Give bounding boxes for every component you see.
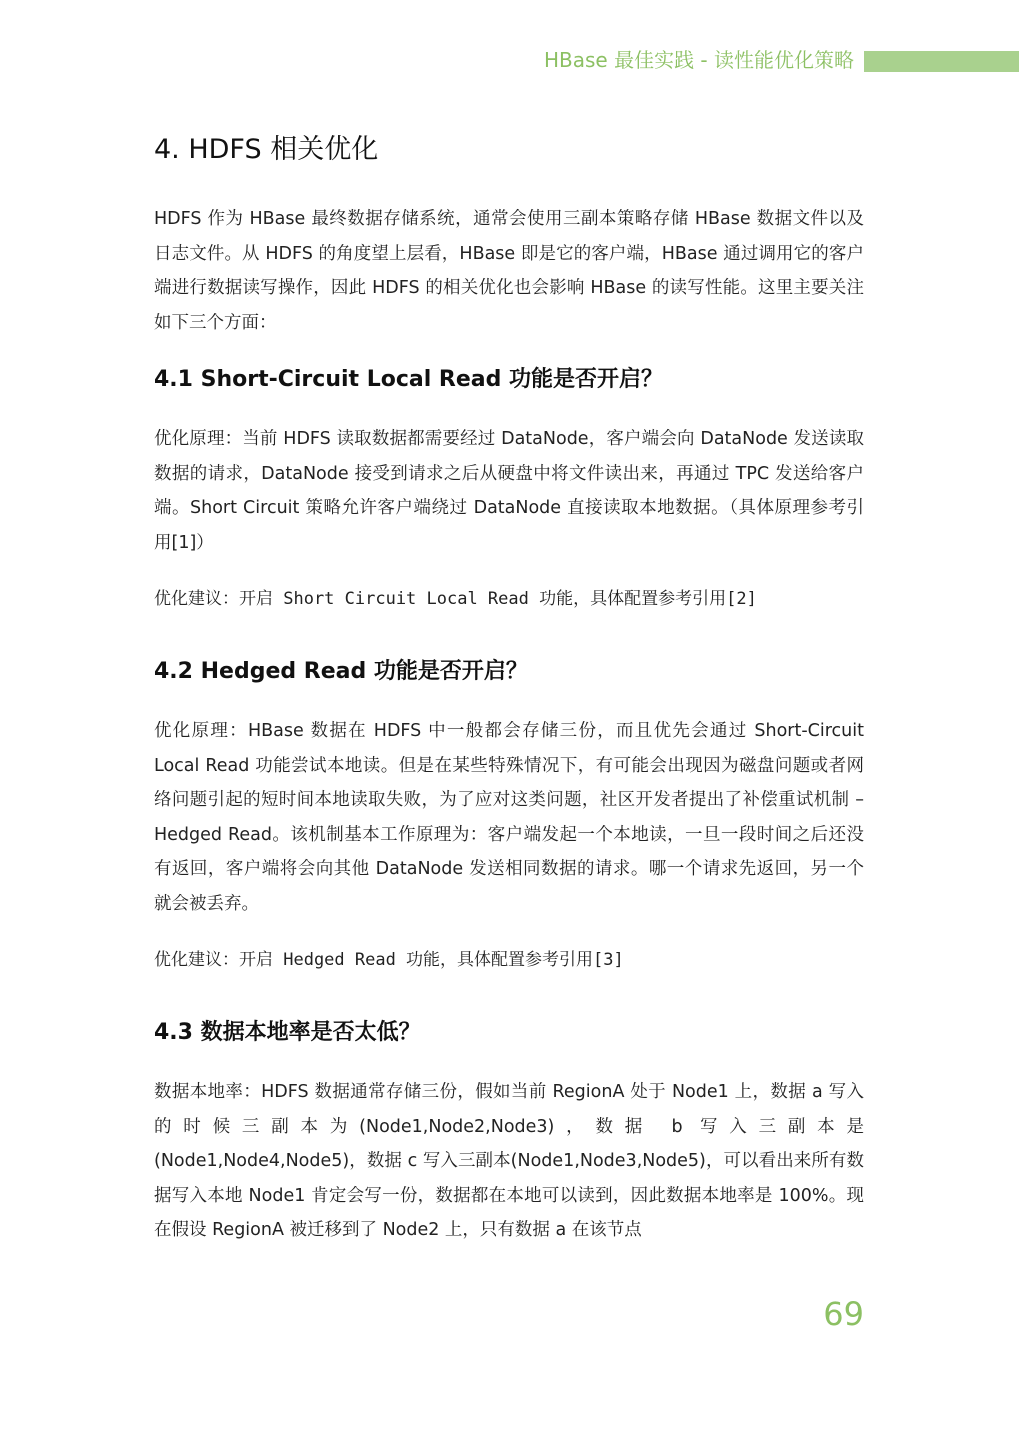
- subsection-title-4-2: 4.2 Hedged Read 功能是否开启？: [154, 659, 528, 684]
- principle-paragraph-4-1: 优化原理：当前 HDFS 读取数据都需要经过 DataNode，客户端会向 DataNode 发送读取数据的请求，DataNode 接受到请求之后从硬盘中将文件读出来，再通过 TPC 发送给客户端。Short Circuit 策略允许客户端绕过 DataNode 直接读取本地数据。（具体原理参考引用[1]）: [154, 429, 864, 553]
- page-number: 69: [823, 1295, 864, 1333]
- page-content: [154, 130, 864, 1272]
- section-title: 4. HDFS 相关优化: [154, 134, 379, 165]
- principle-paragraph-4-3: 数据本地率：HDFS 数据通常存储三份，假如当前 RegionA 处于 Node1 上，数据 a 写入的时候三副本为(Node1,Node2,Node3)，数据 b 写入三副本是(Node1,Node4,Node5)，数据 c 写入三副本(Node1,Node3,Node5)，可以看出来所有数据写入本地 Node1 肯定会写一份，数据都在本地可以读到，因此数据本地率是 100%。现在假设 RegionA 被迁移到了 Node2 上，只有数据 a 在该节点: [154, 1082, 864, 1240]
- header-accent-bar: [864, 51, 1019, 72]
- subsection-title-4-3: 4.3 数据本地率是否太低？: [154, 1020, 421, 1045]
- principle-paragraph-4-2: 优化原理：HBase 数据在 HDFS 中一般都会存储三份，而且优先会通过 Short-Circuit Local Read 功能尝试本地读。但是在某些特殊情况下，有可能会出现因为磁盘问题或者网络问题引起的短时间本地读取失败，为了应对这类问题，社区开发者提出了补偿重试机制 – Hedged Read。该机制基本工作原理为：客户端发起一个本地读，一旦一段时间之后还没有返回，客户端将会向其他 DataNode 发送相同数据的请求。哪一个请求先返回，另一个就会被丢弃。: [154, 721, 864, 914]
- suggestion-4-1: 优化建议：开启 Short Circuit Local Read 功能，具体配置参考引用[2]: [154, 589, 757, 609]
- suggestion-4-2: 优化建议：开启 Hedged Read 功能，具体配置参考引用[3]: [154, 950, 624, 970]
- running-header: HBase 最佳实践 - 读性能优化策略: [543, 48, 854, 72]
- section-intro-paragraph: HDFS 作为 HBase 最终数据存储系统，通常会使用三副本策略存储 HBase 数据文件以及日志文件。从 HDFS 的角度望上层看，HBase 即是它的客户端，HBase 通过调用它的客户端进行数据读写操作，因此 HDFS 的相关优化也会影响 HBase 的读写性能。这里主要关注如下三个方面：: [154, 209, 864, 333]
- subsection-title-4-1: 4.1 Short-Circuit Local Read 功能是否开启？: [154, 367, 664, 392]
